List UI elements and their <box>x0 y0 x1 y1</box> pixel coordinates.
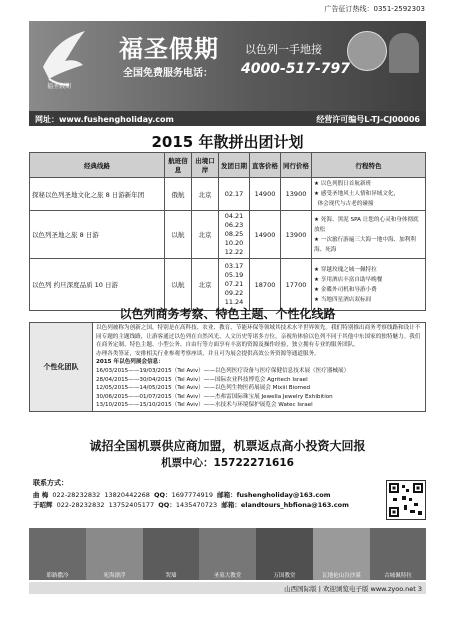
feature-item: ★ 享用酒店丰富自助早晚餐 <box>314 276 383 283</box>
features <box>312 211 426 259</box>
feature-item: ★ 一次旅行游遍三大海一地中海、加利利海、死海 <box>314 236 416 253</box>
table-row <box>30 211 426 259</box>
feature-item: ★ 金碟外司机和导游小费 <box>314 286 377 293</box>
airline: 以航 <box>165 259 192 311</box>
peer-price: 13900 <box>281 178 312 211</box>
photo-jerusalem: 耶路撒冷 <box>29 528 86 580</box>
contact-qq: 1435470723 <box>175 501 218 509</box>
table-row <box>30 259 426 311</box>
route-name: 探秘以色列圣地文化之旅 8 日游新年团 <box>30 178 165 211</box>
header-direct-price: 直客价格 <box>250 153 281 178</box>
port: 北京 <box>192 211 219 259</box>
paragraph: 办理各类签证，安排相关行业参观考察座谈，并且可为展会提供高效公务资源等通道服务。 <box>96 350 320 357</box>
exhibition-item: 12/05/2015——14/05/2015（Tel Aviv）——以色列生物医药展展会 Mixiii Biomed <box>96 385 311 392</box>
brand-slogan: 以色列一手地接 <box>245 43 322 56</box>
date: 10.20 <box>224 239 244 247</box>
recruit-headline: 诚招全国机票供应商加盟，机票返点高小投资大回报 <box>89 439 366 453</box>
mail-label: 邮箱： <box>221 501 241 509</box>
contact-name: 于昭辉 <box>33 501 53 509</box>
contact-row <box>33 500 373 510</box>
header-route: 经典线路 <box>30 153 165 178</box>
feature-item: ★ 死海、黑泥 SPA 让您的心灵和身体彻底放松 <box>314 216 419 233</box>
mail-label: 邮箱： <box>217 491 237 499</box>
contact-tel: 022-28232832 <box>52 491 101 499</box>
contact-name: 曲 梅 <box>33 491 49 499</box>
date: 07.21 <box>224 280 244 288</box>
photo-petra: 古城佩特拉 <box>370 528 426 580</box>
port: 北京 <box>192 178 219 211</box>
header-port: 出境口岸 <box>192 153 219 178</box>
date: 08.25 <box>224 230 244 238</box>
footer-text: 山西国际版 | 欢迎浏览电子版 www.zyoo.net 3 <box>284 585 422 593</box>
feature-item: 体会现代与古老的碰撞 <box>317 201 374 207</box>
direct-price: 14900 <box>250 211 281 259</box>
features <box>312 178 426 211</box>
contact-email[interactable]: elandtours_hbfiona@163.com <box>240 501 349 509</box>
peer-price: 17700 <box>281 259 312 311</box>
brand-name: 福圣假期 <box>119 35 219 63</box>
header-peer-price: 同行价格 <box>281 153 312 178</box>
direct-price: 14900 <box>250 178 281 211</box>
photo-wailing-wall: 哭墙 <box>143 528 199 580</box>
table-row <box>30 323 426 412</box>
website-link[interactable]: 网址：www.fushengholiday.com <box>35 115 174 124</box>
paragraph: 2015 年以色列展会信息： <box>96 359 164 366</box>
header-dates: 发团日期 <box>219 153 250 178</box>
date: 11.24 <box>224 298 244 306</box>
date: 12.22 <box>224 248 244 256</box>
ad-hotline: 广告征订热线：0351-2592303 <box>324 5 425 13</box>
departure-dates <box>219 259 250 311</box>
qq-label: QQ： <box>158 501 176 509</box>
airline: 俄航 <box>165 178 192 211</box>
photo-wadi-rum: 瓦地伦山谷沙漠 <box>313 528 370 580</box>
custom-tour-table <box>29 322 426 412</box>
header-features: 行程特色 <box>312 153 426 178</box>
feature-item: ★ 感受圣地风土人情和异域文化， <box>314 191 400 197</box>
hotline-number: 4000-517-797 <box>241 61 351 77</box>
date: 04.21 <box>224 212 244 220</box>
feature-item: ★ 当地四星酒店双标间 <box>314 296 372 303</box>
exhibition-item: 30/06/2015——01/07/2015（Tel Aviv）——杰弗雷国际珠宝展 Jewella Jewelry Exhibition <box>96 393 333 400</box>
qr-code-icon[interactable] <box>386 480 426 520</box>
date: 02.17 <box>224 189 244 198</box>
banner <box>29 21 426 111</box>
contact-row <box>33 490 373 500</box>
route-name: 以色列 约旦深度品质 10 日游 <box>30 259 165 311</box>
star-of-david-icon <box>347 31 387 71</box>
feature-item: ★ 穿越玫瑰之城一佩特拉 <box>314 266 377 273</box>
contact-mobile: 13752405177 <box>108 501 155 509</box>
contact-mobile: 13820442268 <box>104 491 150 499</box>
exhibition-item: 28/04/2015——30/04/2015（Tel Aviv）——国际农业科技博览会 Agritech Israel <box>96 376 308 383</box>
airline: 以航 <box>165 211 192 259</box>
footer-bar <box>29 582 426 594</box>
contact-qq: 1697774919 <box>171 491 213 499</box>
feature-item: ★ 以色列假日首航新班 <box>314 181 372 187</box>
features <box>312 259 426 311</box>
url-bar <box>29 111 426 126</box>
header-airline: 航班信息 <box>165 153 192 178</box>
tour-plan-table <box>29 152 426 311</box>
exhibition-item: 13/10/2015——15/10/2015（Tel Aviv）——水技术与环境保护展览会 Watec Israel <box>96 402 313 409</box>
logo-small-text: 福圣假期 <box>47 83 72 90</box>
paragraph: 以色列被称为创新之国，特别是在高科技、农业、教育、节能环保等领域其技术水平世界领先。我们特别推出商务考察线路和设计不同专题的主题线路，让游客通过以色列在自然风光、人文历史等诸多方位，亲视角体验以色列不同于其他中东国家的独特魅力。我们在商务定制、特色主题、小型公务、自由行等方面享有丰富的资源及操作经验，独立拥有专业的服务团队。 <box>96 325 421 349</box>
contact-email[interactable]: fushengholiday@163.com <box>236 491 331 499</box>
page-title: 2015 年散拼出团计划 <box>151 133 304 151</box>
contact-block <box>33 478 373 510</box>
peer-price: 13900 <box>281 211 312 259</box>
route-name: 以色列圣地之旅 8 日游 <box>30 211 165 259</box>
date: 05.19 <box>224 271 244 279</box>
contact-tel: 022-28232832 <box>56 501 105 509</box>
date: 03.17 <box>224 262 244 270</box>
qq-label: QQ： <box>154 491 172 499</box>
table-row <box>30 178 426 211</box>
photo-strip <box>29 528 426 580</box>
date: 09.22 <box>224 289 244 297</box>
departure-dates <box>219 211 250 259</box>
contact-heading: 联系方式： <box>33 479 68 487</box>
custom-tour-label: 个性化团队 <box>30 323 93 412</box>
custom-tour-content <box>93 323 426 412</box>
photo-holy-sepulchre: 圣墓大教堂 <box>199 528 256 580</box>
ticket-center: 机票中心：15722271616 <box>161 457 294 469</box>
port: 北京 <box>192 259 219 311</box>
exhibition-item: 16/03/2015——19/03/2015（Tel Aviv）——以色列医疗设备与医疗保健信息技术展（医疗器械展） <box>96 367 350 374</box>
direct-price: 18700 <box>250 259 281 311</box>
dome-building-icon <box>389 33 419 73</box>
hotline-label: 全国免费服务电话： <box>123 68 213 79</box>
section-title-business: 以色列商务考察、特色主题、个性化线路 <box>119 307 336 321</box>
date: 06.23 <box>224 221 244 229</box>
photo-dead-sea: 死海漂浮 <box>86 528 143 580</box>
license-number: 经营许可编号L-TJ-CJ00006 <box>316 115 420 124</box>
photo-church-all-nations: 万国教堂 <box>256 528 313 580</box>
departure-dates <box>219 178 250 211</box>
table-header-row <box>30 153 426 178</box>
